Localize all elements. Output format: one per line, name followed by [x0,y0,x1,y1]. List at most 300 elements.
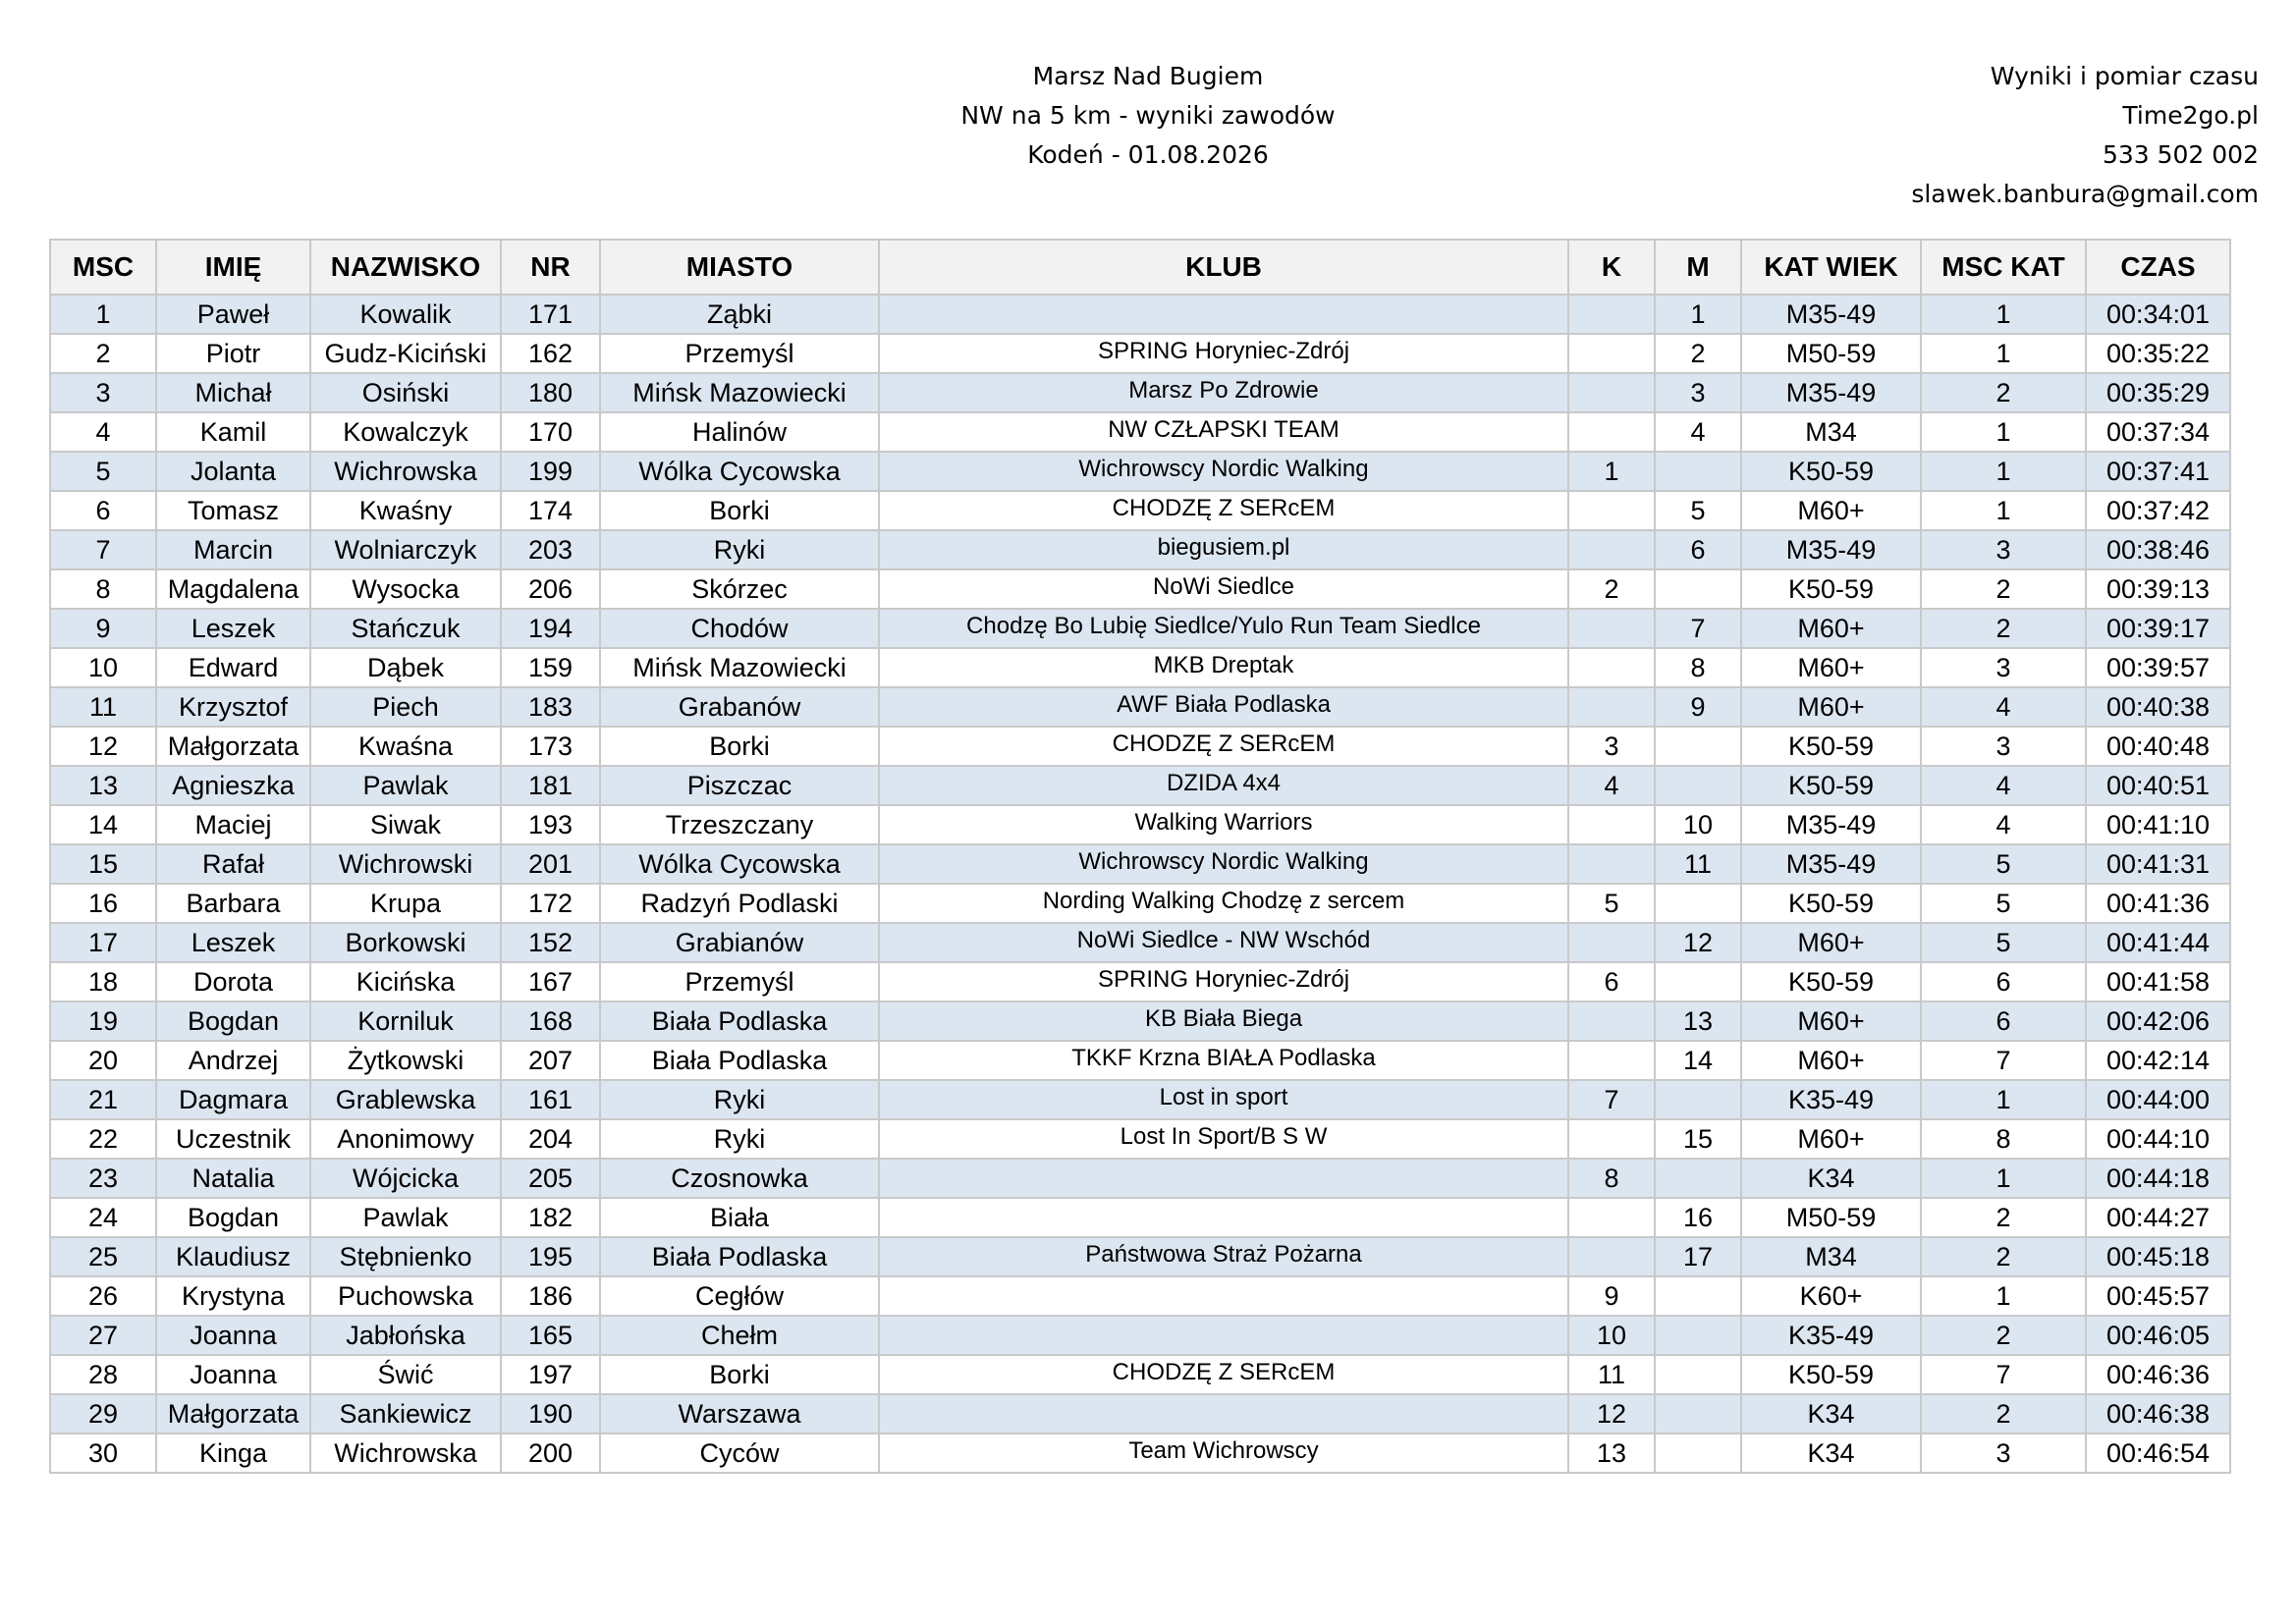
cell-kat-wiek: M60+ [1741,687,1921,727]
cell-miasto: Radzyń Podlaski [600,884,879,923]
cell-czas: 00:35:22 [2086,334,2230,373]
cell-k: 4 [1568,766,1655,805]
cell-nr: 180 [501,373,600,412]
cell-msc-kat: 4 [1921,687,2086,727]
cell-nazwisko: Grablewska [310,1080,501,1119]
cell-czas: 00:44:18 [2086,1159,2230,1198]
cell-msc: 18 [50,962,156,1001]
cell-m: 4 [1655,412,1741,452]
cell-kat-wiek: K50-59 [1741,962,1921,1001]
cell-m: 8 [1655,648,1741,687]
cell-miasto: Trzeszczany [600,805,879,844]
cell-k [1568,530,1655,569]
cell-m [1655,1434,1741,1473]
cell-klub [879,295,1568,334]
cell-miasto: Chodów [600,609,879,648]
header-row [50,240,2230,295]
cell-nr: 171 [501,295,600,334]
cell-msc-kat: 7 [1921,1355,2086,1394]
cell-msc: 12 [50,727,156,766]
cell-nr: 181 [501,766,600,805]
table-row [50,1394,2230,1434]
cell-klub: Państwowa Straż Pożarna [879,1237,1568,1276]
cell-czas: 00:44:10 [2086,1119,2230,1159]
cell-msc-kat: 2 [1921,609,2086,648]
cell-czas: 00:44:27 [2086,1198,2230,1237]
column-header-kat-wiek: KAT WIEK [1741,240,1921,295]
cell-imie: Małgorzata [156,727,310,766]
cell-nr: 152 [501,923,600,962]
cell-czas: 00:46:05 [2086,1316,2230,1355]
cell-msc-kat: 6 [1921,962,2086,1001]
cell-miasto: Borki [600,491,879,530]
cell-nr: 165 [501,1316,600,1355]
cell-miasto: Wólka Cycowska [600,452,879,491]
cell-nr: 206 [501,569,600,609]
cell-imie: Edward [156,648,310,687]
cell-k: 1 [1568,452,1655,491]
cell-nr: 195 [501,1237,600,1276]
cell-m: 12 [1655,923,1741,962]
cell-czas: 00:39:57 [2086,648,2230,687]
cell-miasto: Cyców [600,1434,879,1473]
cell-kat-wiek: K60+ [1741,1276,1921,1316]
cell-nazwisko: Wójcicka [310,1159,501,1198]
event-location-date: Kodeń - 01.08.2026 [1027,140,1269,169]
cell-msc: 21 [50,1080,156,1119]
cell-msc: 26 [50,1276,156,1316]
cell-msc: 10 [50,648,156,687]
cell-msc-kat: 2 [1921,373,2086,412]
cell-kat-wiek: M60+ [1741,923,1921,962]
cell-nazwisko: Wichrowski [310,844,501,884]
cell-nr: 201 [501,844,600,884]
table-row [50,295,2230,334]
cell-nazwisko: Kwaśna [310,727,501,766]
cell-m [1655,962,1741,1001]
cell-imie: Maciej [156,805,310,844]
cell-nazwisko: Gudz-Kiciński [310,334,501,373]
cell-k [1568,295,1655,334]
cell-nazwisko: Wichrowska [310,452,501,491]
cell-kat-wiek: M50-59 [1741,334,1921,373]
cell-msc-kat: 5 [1921,844,2086,884]
cell-kat-wiek: M35-49 [1741,805,1921,844]
cell-czas: 00:41:44 [2086,923,2230,962]
table-row [50,844,2230,884]
cell-czas: 00:37:41 [2086,452,2230,491]
cell-nazwisko: Kicińska [310,962,501,1001]
cell-klub [879,1316,1568,1355]
cell-kat-wiek: K50-59 [1741,766,1921,805]
cell-msc: 24 [50,1198,156,1237]
cell-miasto: Czosnowka [600,1159,879,1198]
cell-m [1655,1355,1741,1394]
cell-msc: 16 [50,884,156,923]
table-row [50,1355,2230,1394]
cell-miasto: Biała Podlaska [600,1041,879,1080]
cell-kat-wiek: M35-49 [1741,844,1921,884]
cell-k [1568,334,1655,373]
cell-imie: Leszek [156,923,310,962]
cell-nazwisko: Puchowska [310,1276,501,1316]
cell-k: 3 [1568,727,1655,766]
cell-imie: Krzysztof [156,687,310,727]
cell-klub: AWF Biała Podlaska [879,687,1568,727]
column-header-m: M [1655,240,1741,295]
cell-klub: biegusiem.pl [879,530,1568,569]
cell-klub: SPRING Horyniec-Zdrój [879,334,1568,373]
cell-msc-kat: 1 [1921,1276,2086,1316]
cell-m: 10 [1655,805,1741,844]
cell-msc: 28 [50,1355,156,1394]
cell-m: 15 [1655,1119,1741,1159]
cell-k: 8 [1568,1159,1655,1198]
cell-m: 1 [1655,295,1741,334]
cell-k [1568,844,1655,884]
cell-nr: 159 [501,648,600,687]
cell-msc-kat: 7 [1921,1041,2086,1080]
cell-czas: 00:40:38 [2086,687,2230,727]
cell-imie: Kinga [156,1434,310,1473]
cell-kat-wiek: M60+ [1741,1119,1921,1159]
cell-nr: 194 [501,609,600,648]
cell-klub: MKB Dreptak [879,648,1568,687]
cell-czas: 00:41:10 [2086,805,2230,844]
cell-klub: CHODZĘ Z SERcEM [879,727,1568,766]
cell-nr: 167 [501,962,600,1001]
cell-nr: 173 [501,727,600,766]
cell-k: 13 [1568,1434,1655,1473]
cell-k [1568,648,1655,687]
cell-miasto: Borki [600,727,879,766]
cell-nr: 207 [501,1041,600,1080]
results-body [50,295,2230,1473]
cell-msc-kat: 1 [1921,412,2086,452]
event-header [853,57,1443,175]
cell-m: 13 [1655,1001,1741,1041]
cell-imie: Joanna [156,1355,310,1394]
cell-miasto: Przemyśl [600,334,879,373]
cell-czas: 00:40:48 [2086,727,2230,766]
cell-nr: 172 [501,884,600,923]
cell-msc: 29 [50,1394,156,1434]
cell-m [1655,1159,1741,1198]
cell-miasto: Biała [600,1198,879,1237]
cell-msc-kat: 2 [1921,1316,2086,1355]
cell-kat-wiek: K35-49 [1741,1080,1921,1119]
cell-klub: Marsz Po Zdrowie [879,373,1568,412]
cell-miasto: Warszawa [600,1394,879,1434]
cell-imie: Marcin [156,530,310,569]
cell-czas: 00:35:29 [2086,373,2230,412]
cell-klub: SPRING Horyniec-Zdrój [879,962,1568,1001]
cell-klub: Nording Walking Chodzę z sercem [879,884,1568,923]
cell-imie: Kamil [156,412,310,452]
cell-miasto: Ryki [600,1119,879,1159]
cell-msc: 2 [50,334,156,373]
table-row [50,727,2230,766]
table-row [50,1159,2230,1198]
cell-msc: 4 [50,412,156,452]
cell-czas: 00:41:31 [2086,844,2230,884]
cell-k [1568,491,1655,530]
cell-imie: Joanna [156,1316,310,1355]
cell-nazwisko: Sankiewicz [310,1394,501,1434]
cell-klub: Chodzę Bo Lubię Siedlce/Yulo Run Team Siedlce [879,609,1568,648]
cell-nazwisko: Krupa [310,884,501,923]
table-row [50,530,2230,569]
cell-msc-kat: 2 [1921,1394,2086,1434]
cell-nr: 200 [501,1434,600,1473]
cell-kat-wiek: K35-49 [1741,1316,1921,1355]
cell-m: 11 [1655,844,1741,884]
cell-klub: TKKF Krzna BIAŁA Podlaska [879,1041,1568,1080]
cell-nr: 161 [501,1080,600,1119]
cell-czas: 00:38:46 [2086,530,2230,569]
cell-czas: 00:42:14 [2086,1041,2230,1080]
cell-msc: 9 [50,609,156,648]
cell-miasto: Wólka Cycowska [600,844,879,884]
cell-czas: 00:37:42 [2086,491,2230,530]
cell-m [1655,727,1741,766]
cell-nazwisko: Korniluk [310,1001,501,1041]
cell-k [1568,412,1655,452]
cell-msc: 11 [50,687,156,727]
cell-nr: 168 [501,1001,600,1041]
cell-nr: 203 [501,530,600,569]
cell-msc-kat: 1 [1921,491,2086,530]
cell-m: 3 [1655,373,1741,412]
cell-klub: NoWi Siedlce [879,569,1568,609]
cell-kat-wiek: M34 [1741,1237,1921,1276]
column-header-imie: IMIĘ [156,240,310,295]
cell-msc: 27 [50,1316,156,1355]
cell-nazwisko: Borkowski [310,923,501,962]
cell-nazwisko: Anonimowy [310,1119,501,1159]
table-row [50,962,2230,1001]
cell-czas: 00:44:00 [2086,1080,2230,1119]
cell-msc-kat: 1 [1921,1159,2086,1198]
cell-nazwisko: Kowalczyk [310,412,501,452]
cell-msc-kat: 4 [1921,766,2086,805]
cell-kat-wiek: K34 [1741,1159,1921,1198]
timing-info [1669,57,2259,214]
cell-czas: 00:41:58 [2086,962,2230,1001]
cell-k: 9 [1568,1276,1655,1316]
cell-k [1568,1041,1655,1080]
cell-msc-kat: 2 [1921,1198,2086,1237]
cell-nazwisko: Stańczuk [310,609,501,648]
cell-czas: 00:34:01 [2086,295,2230,334]
cell-k [1568,373,1655,412]
cell-miasto: Chełm [600,1316,879,1355]
column-header-czas: CZAS [2086,240,2230,295]
timing-phone: 533 502 002 [2102,140,2259,169]
cell-miasto: Borki [600,1355,879,1394]
cell-miasto: Ryki [600,530,879,569]
event-name: Marsz Nad Bugiem [1032,62,1264,90]
table-row [50,491,2230,530]
cell-imie: Jolanta [156,452,310,491]
cell-k [1568,923,1655,962]
cell-k: 6 [1568,962,1655,1001]
cell-k [1568,805,1655,844]
cell-imie: Dorota [156,962,310,1001]
cell-imie: Michał [156,373,310,412]
cell-msc-kat: 1 [1921,334,2086,373]
cell-imie: Małgorzata [156,1394,310,1434]
cell-nr: 205 [501,1159,600,1198]
cell-msc-kat: 1 [1921,1080,2086,1119]
cell-kat-wiek: M34 [1741,412,1921,452]
cell-miasto: Ryki [600,1080,879,1119]
column-header-nr: NR [501,240,600,295]
cell-czas: 00:37:34 [2086,412,2230,452]
column-header-miasto: MIASTO [600,240,879,295]
cell-m: 16 [1655,1198,1741,1237]
cell-klub [879,1394,1568,1434]
table-row [50,884,2230,923]
table-row [50,923,2230,962]
cell-nr: 170 [501,412,600,452]
cell-klub [879,1198,1568,1237]
timing-title: Wyniki i pomiar czasu [1990,62,2259,90]
cell-msc-kat: 8 [1921,1119,2086,1159]
timing-email: slawek.banbura@gmail.com [1911,180,2259,208]
cell-msc: 17 [50,923,156,962]
cell-nr: 199 [501,452,600,491]
cell-imie: Bogdan [156,1001,310,1041]
cell-nazwisko: Siwak [310,805,501,844]
table-row [50,569,2230,609]
cell-miasto: Grabanów [600,687,879,727]
cell-k: 12 [1568,1394,1655,1434]
cell-msc: 20 [50,1041,156,1080]
cell-kat-wiek: M35-49 [1741,530,1921,569]
cell-imie: Paweł [156,295,310,334]
table-row [50,648,2230,687]
cell-m: 2 [1655,334,1741,373]
cell-k [1568,1119,1655,1159]
table-row [50,805,2230,844]
cell-imie: Andrzej [156,1041,310,1080]
cell-klub: KB Biała Biega [879,1001,1568,1041]
cell-nazwisko: Świć [310,1355,501,1394]
table-row [50,1119,2230,1159]
cell-kat-wiek: M35-49 [1741,373,1921,412]
cell-msc: 3 [50,373,156,412]
cell-msc: 15 [50,844,156,884]
cell-msc-kat: 3 [1921,530,2086,569]
cell-miasto: Mińsk Mazowiecki [600,373,879,412]
table-row [50,609,2230,648]
cell-imie: Leszek [156,609,310,648]
cell-kat-wiek: M60+ [1741,1041,1921,1080]
cell-nazwisko: Stębnienko [310,1237,501,1276]
cell-nazwisko: Kowalik [310,295,501,334]
cell-czas: 00:45:18 [2086,1237,2230,1276]
cell-imie: Rafał [156,844,310,884]
column-header-nazwisko: NAZWISKO [310,240,501,295]
cell-nr: 162 [501,334,600,373]
cell-kat-wiek: K34 [1741,1394,1921,1434]
cell-m: 17 [1655,1237,1741,1276]
cell-kat-wiek: M60+ [1741,648,1921,687]
cell-miasto: Halinów [600,412,879,452]
results-table [49,239,2231,1474]
cell-nr: 183 [501,687,600,727]
cell-czas: 00:46:38 [2086,1394,2230,1434]
cell-klub: Wichrowscy Nordic Walking [879,452,1568,491]
cell-imie: Uczestnik [156,1119,310,1159]
cell-k: 2 [1568,569,1655,609]
cell-imie: Magdalena [156,569,310,609]
cell-miasto: Biała Podlaska [600,1237,879,1276]
cell-nazwisko: Osiński [310,373,501,412]
cell-msc-kat: 2 [1921,569,2086,609]
cell-imie: Tomasz [156,491,310,530]
cell-m [1655,1276,1741,1316]
timing-site: Time2go.pl [2122,101,2259,130]
cell-miasto: Grabianów [600,923,879,962]
cell-klub: Lost in sport [879,1080,1568,1119]
cell-imie: Piotr [156,334,310,373]
table-row [50,766,2230,805]
cell-msc: 23 [50,1159,156,1198]
column-header-k: K [1568,240,1655,295]
cell-nazwisko: Żytkowski [310,1041,501,1080]
cell-msc: 8 [50,569,156,609]
column-header-msc-kat: MSC KAT [1921,240,2086,295]
table-row [50,1198,2230,1237]
cell-klub [879,1159,1568,1198]
cell-msc: 30 [50,1434,156,1473]
cell-nazwisko: Piech [310,687,501,727]
table-row [50,1316,2230,1355]
cell-m [1655,569,1741,609]
cell-nazwisko: Pawlak [310,1198,501,1237]
cell-klub: Walking Warriors [879,805,1568,844]
cell-msc-kat: 1 [1921,295,2086,334]
cell-miasto: Mińsk Mazowiecki [600,648,879,687]
cell-czas: 00:46:54 [2086,1434,2230,1473]
table-row [50,1276,2230,1316]
cell-nr: 197 [501,1355,600,1394]
cell-msc-kat: 3 [1921,648,2086,687]
cell-msc: 14 [50,805,156,844]
cell-imie: Natalia [156,1159,310,1198]
cell-k [1568,1001,1655,1041]
cell-nazwisko: Wolniarczyk [310,530,501,569]
cell-kat-wiek: K50-59 [1741,452,1921,491]
cell-msc-kat: 4 [1921,805,2086,844]
cell-m [1655,452,1741,491]
cell-imie: Dagmara [156,1080,310,1119]
cell-m [1655,1080,1741,1119]
cell-imie: Klaudiusz [156,1237,310,1276]
cell-miasto: Biała Podlaska [600,1001,879,1041]
cell-k [1568,687,1655,727]
cell-k: 5 [1568,884,1655,923]
cell-nazwisko: Dąbek [310,648,501,687]
cell-m: 7 [1655,609,1741,648]
cell-m: 6 [1655,530,1741,569]
cell-m [1655,1316,1741,1355]
table-row [50,373,2230,412]
column-header-klub: KLUB [879,240,1568,295]
cell-msc-kat: 6 [1921,1001,2086,1041]
